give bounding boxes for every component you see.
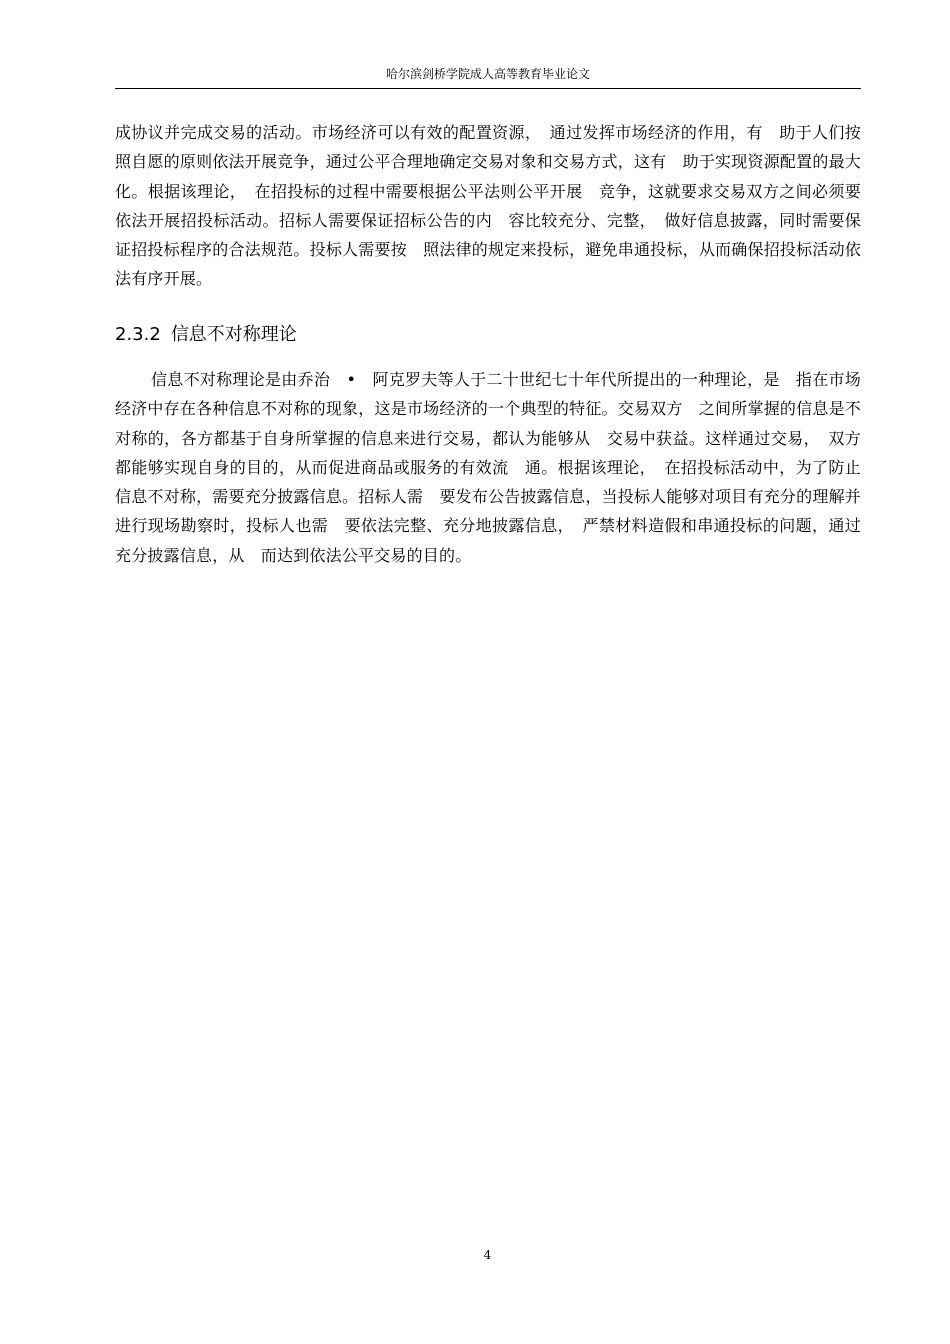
- body-paragraph-1: 成协议并完成交易的活动。市场经济可以有效的配置资源， 通过发挥市场经济的作用，有 助于人们按照自愿的原则依法开展竞争，通过公平合理地确定交易对象和交易方式，这有 助于实现资源配置的最大化。根据该理论， 在招投标的过程中需要根据公平法则公平开展 竞争，这就要求交易双方之间必须要依法开展招投标活动。招标人需要保证招标公告的内 容比较充分、完整， 做好信息披露，同时需要保证招投标程序的合法规范。投标人需要按 照法律的规定来投标，避免串通投标，从而确保招投标活动依法有序开展。: [115, 123, 861, 289]
- running-header: 哈尔滨剑桥学院成人高等教育毕业论文: [385, 67, 590, 81]
- header-divider: [115, 88, 861, 89]
- section-title: 信息不对称理论: [170, 324, 297, 345]
- section-heading: [115, 322, 297, 348]
- section-number: 2.3.2: [115, 324, 161, 345]
- body-paragraph-2: 信息不对称理论是由乔治 • 阿克罗夫等人于二十世纪七十年代所提出的一种理论，是 指在市场经济中存在各种信息不对称的现象，这是市场经济的一个典型的特征。交易双方 之间所掌握的信息是不对称的，各方都基于自身所掌握的信息来进行交易，都认为能够从 交易中获益。这样通过交易， 双方都能够实现自身的目的，从而促进商品或服务的有效流 通。根据该理论， 在招投标活动中，为了防止信息不对称，需要充分披露信息。招标人需 要发布公告披露信息，当投标人能够对项目有充分的理解并进行现场勘察时，投标人也需 要依法完整、充分地披露信息， 严禁材料造假和串通投标的问题，通过充分披露信息，从 而达到依法公平交易的目的。: [115, 370, 861, 565]
- page-number: 4: [483, 1248, 492, 1262]
